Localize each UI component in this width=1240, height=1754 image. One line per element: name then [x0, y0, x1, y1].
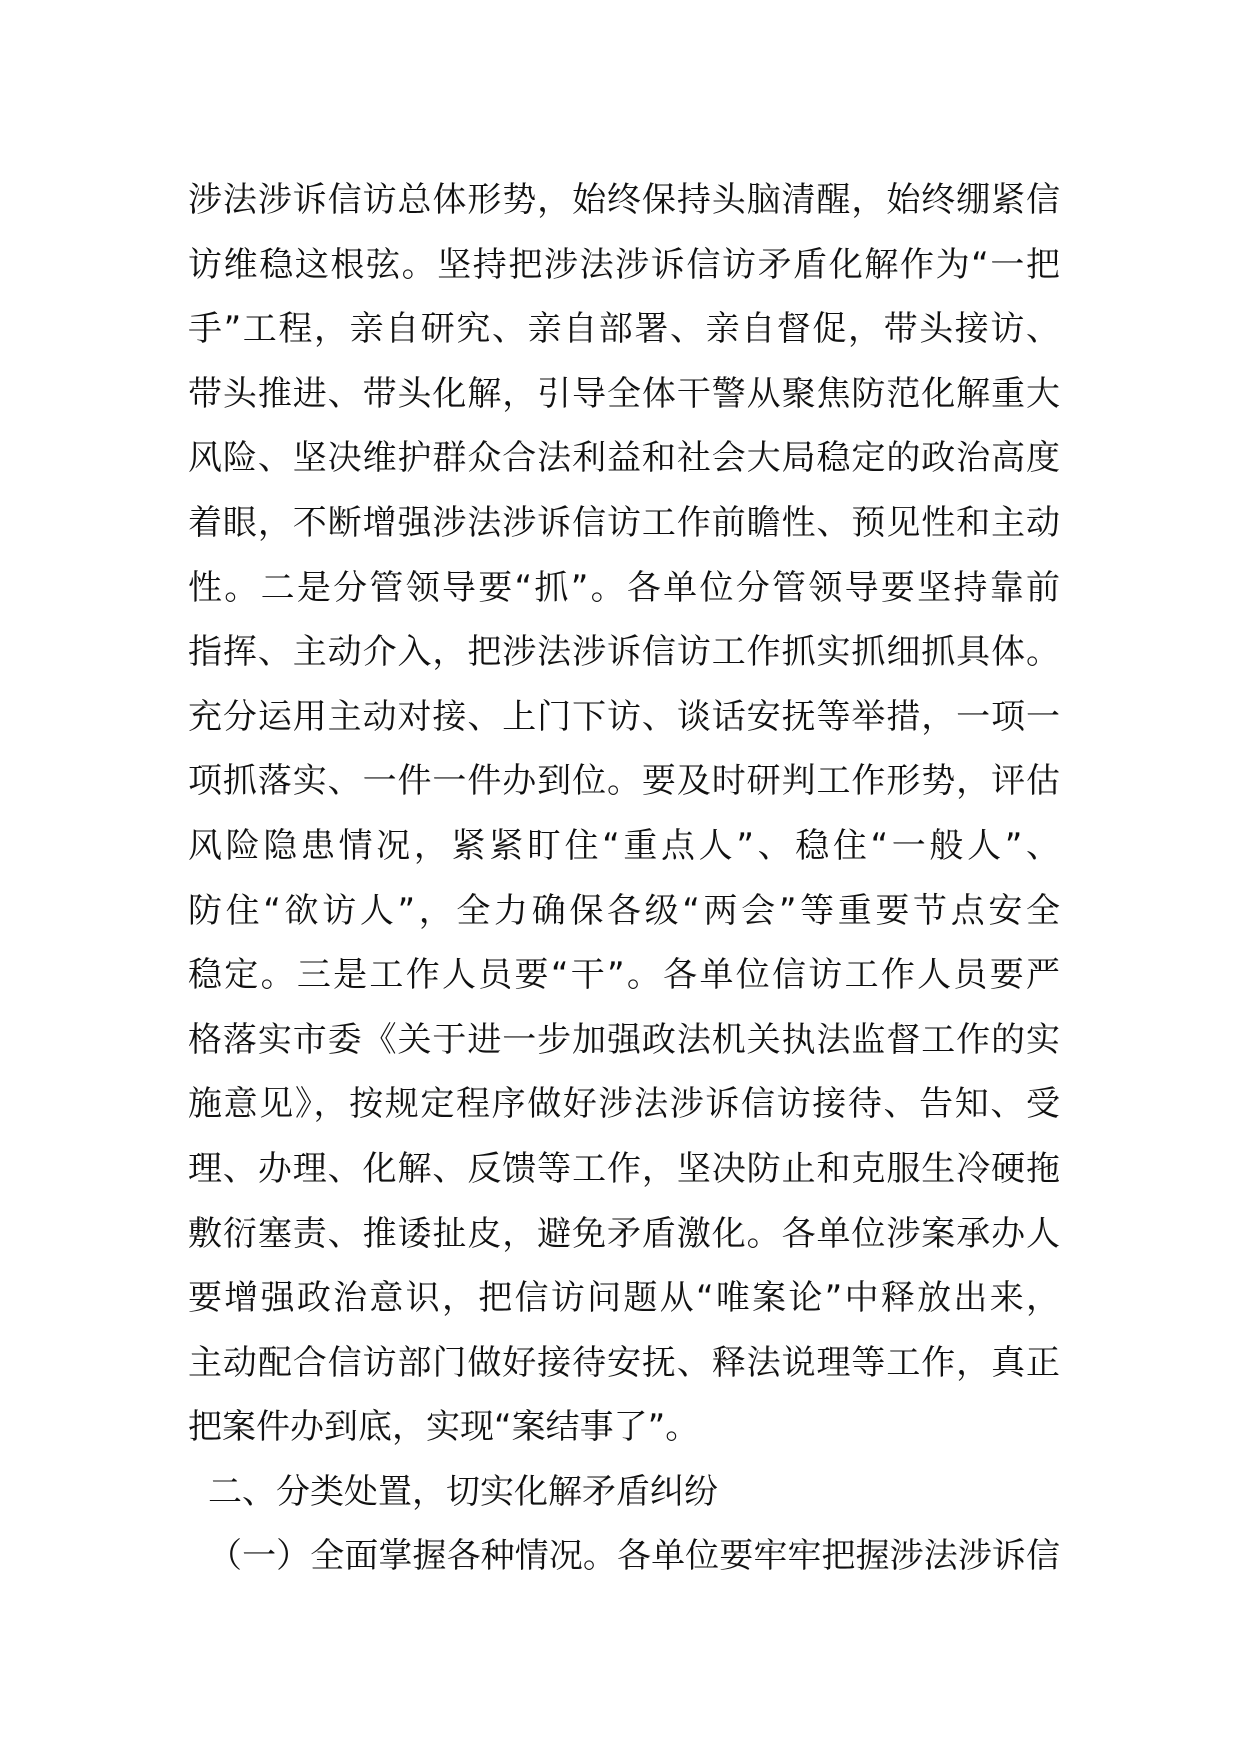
paragraph-line: 访维稳这根弦。坚持把涉法涉诉信访矛盾化解作为“一把 [188, 244, 1060, 285]
paragraph-line: 手”工程，亲自研究、亲自部署、亲自督促，带头接访、 [188, 309, 1060, 350]
section-heading: 二、分类处置，切实化解矛盾纠纷 [208, 1471, 718, 1512]
paragraph-line: 着眼，不断增强涉法涉诉信访工作前瞻性、预见性和主动 [188, 502, 1060, 543]
paragraph-line: 指挥、主动介入，把涉法涉诉信访工作抓实抓细抓具体。 [188, 632, 1060, 673]
paragraph-line: 防住“欲访人”，全力确保各级“两会”等重要节点安全 [188, 890, 1060, 931]
paragraph-line: 稳定。三是工作人员要“干”。各单位信访工作人员要严 [188, 955, 1060, 996]
paragraph-line: 风险隐患情况，紧紧盯住“重点人”、稳住“一般人”、 [188, 825, 1060, 866]
paragraph-line: 要增强政治意识，把信访问题从“唯案论”中释放出来， [188, 1278, 1060, 1319]
paragraph-line: 敷衍塞责、推诿扯皮，避免矛盾激化。各单位涉案承办人 [188, 1213, 1060, 1254]
body-text [188, 168, 1060, 1589]
paragraph-line: 把案件办到底，实现“案结事了”。 [188, 1407, 700, 1448]
paragraph-line: 项抓落实、一件一件办到位。要及时研判工作形势，评估 [188, 761, 1060, 802]
paragraph-line: 主动配合信访部门做好接待安抚、释法说理等工作，真正 [188, 1342, 1060, 1383]
paragraph-line: 格落实市委《关于进一步加强政法机关执法监督工作的实 [188, 1019, 1060, 1060]
paragraph-line: 涉法涉诉信访总体形势，始终保持头脑清醒，始终绷紧信 [188, 180, 1060, 220]
paragraph-line: 理、办理、化解、反馈等工作，坚决防止和克服生冷硬拖 [188, 1148, 1060, 1189]
paragraph-line: 风险、坚决维护群众合法利益和社会大局稳定的政治高度 [188, 438, 1060, 479]
paragraph-line: 施意见》，按规定程序做好涉法涉诉信访接待、告知、受 [188, 1084, 1060, 1125]
paragraph-line: 充分运用主动对接、上门下访、谈话安抚等举措，一项一 [188, 696, 1060, 737]
subsection-line: （一）全面掌握各种情况。各单位要牢牢把握涉法涉诉信 [208, 1536, 1060, 1577]
paragraph-line: 性。二是分管领导要“抓”。各单位分管领导要坚持靠前 [188, 567, 1060, 608]
paragraph-line: 带头推进、带头化解，引导全体干警从聚焦防范化解重大 [188, 373, 1060, 414]
